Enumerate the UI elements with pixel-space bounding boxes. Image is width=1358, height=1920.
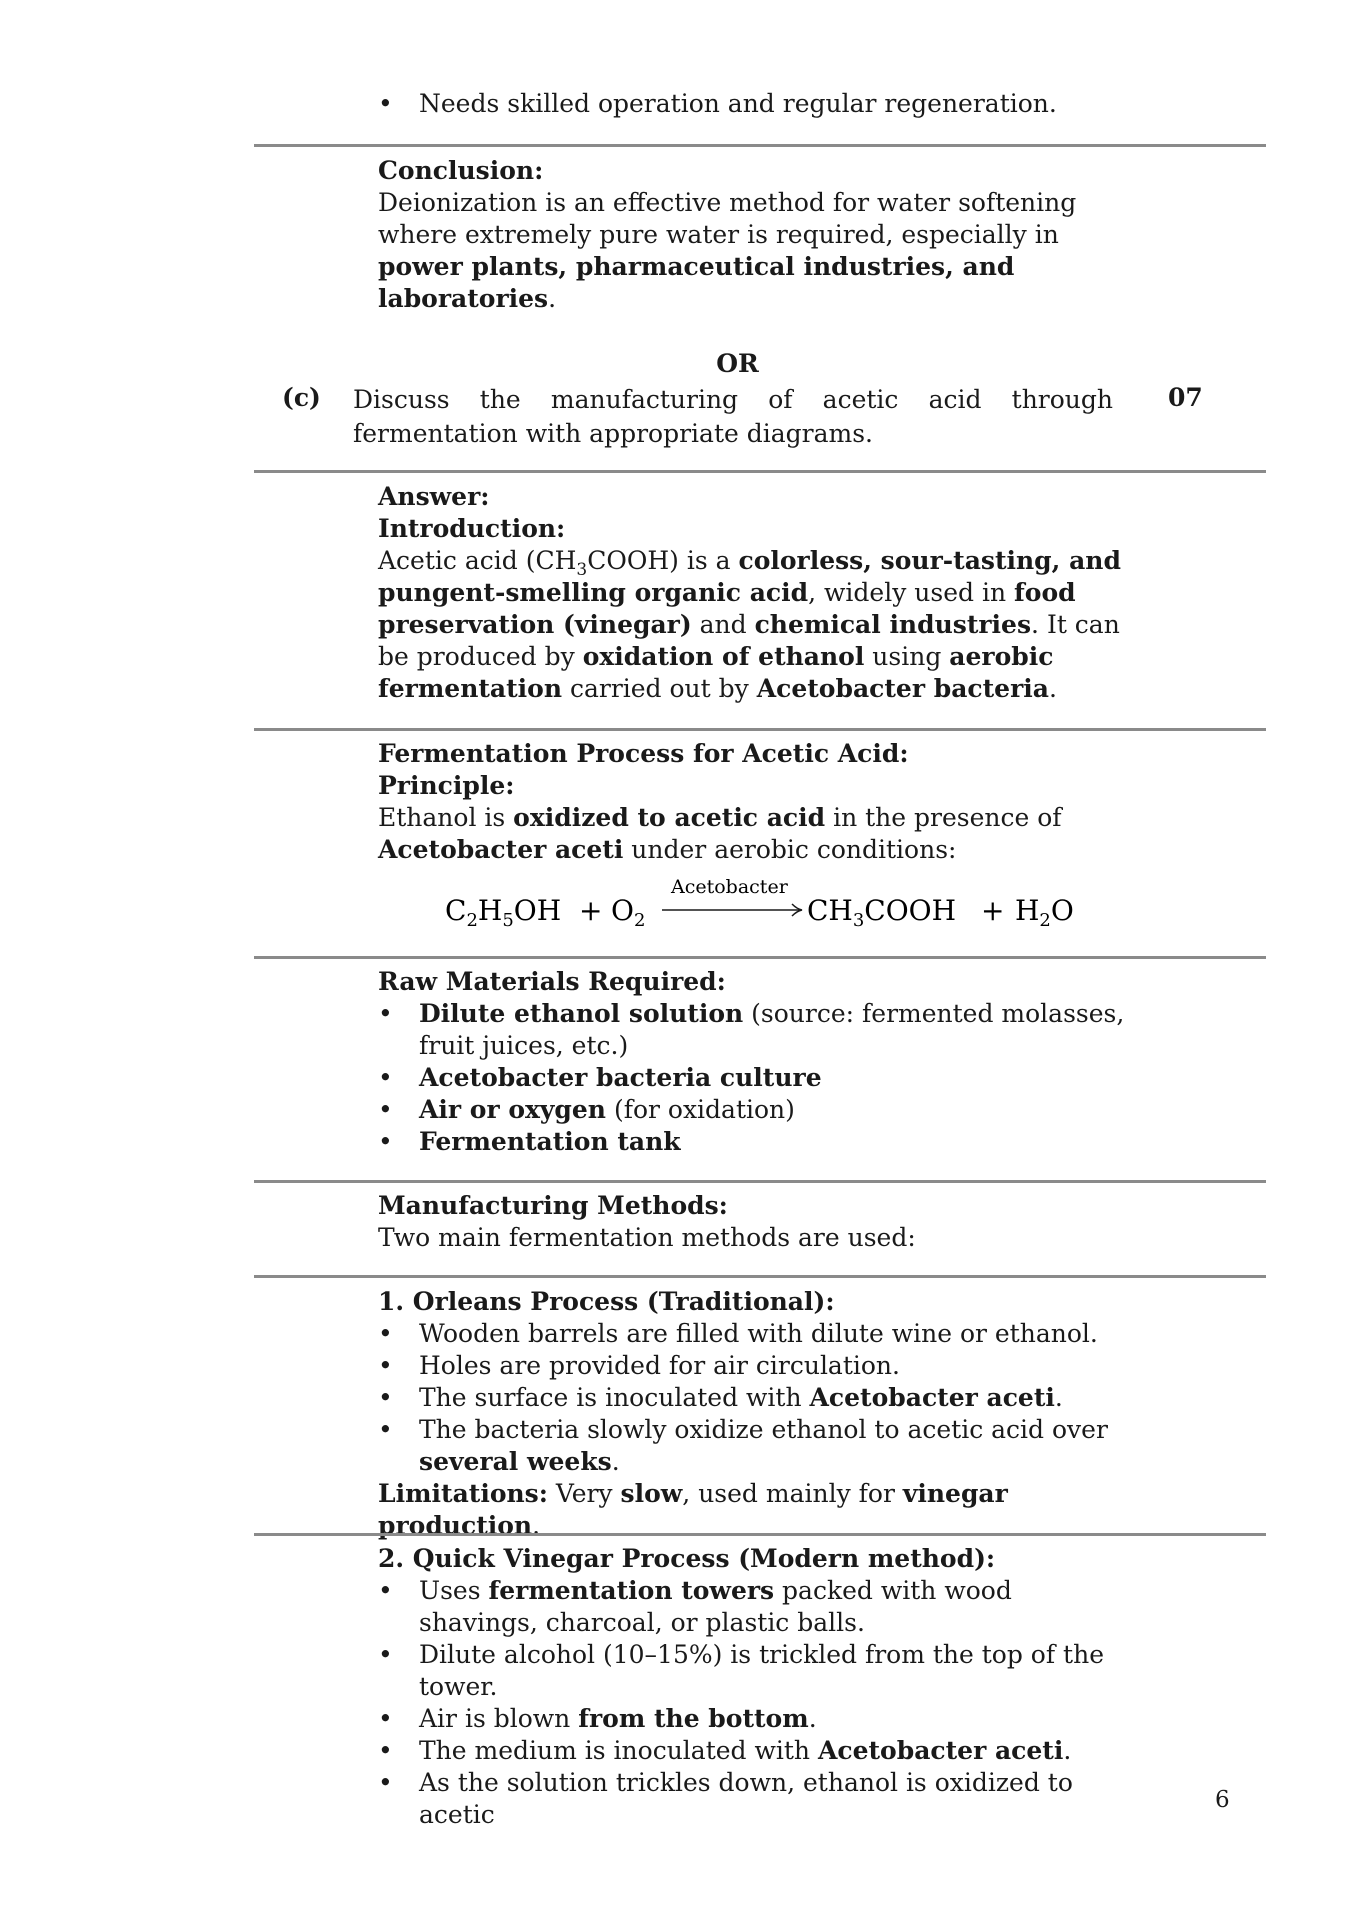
fermentation-heading: Fermentation Process for Acetic Acid: (378, 739, 909, 768)
question-marks: 07 (1168, 383, 1203, 412)
orleans-section (378, 1286, 1138, 1542)
list-item: • Uses fermentation towers packed with wood shavings, charcoal, or plastic balls. (378, 1575, 1138, 1639)
or-label: OR (716, 349, 759, 378)
product-acetic-acid: $CH_3COOH$ (807, 894, 957, 931)
raw-materials-list (378, 998, 1138, 1158)
list-item: • Wooden barrels are filled with dilute wine or ethanol. (378, 1318, 1138, 1350)
list-item: • Acetobacter bacteria culture (378, 1062, 1138, 1094)
reactant-oxygen: $O_2$ (611, 894, 646, 931)
list-item: • Air is blown from the bottom. (378, 1703, 1138, 1735)
list-item: • Dilute alcohol (10–15%) is trickled from the top of the tower. (378, 1639, 1138, 1703)
list-item: • Holes are provided for air circulation. (378, 1350, 1138, 1382)
divider (254, 470, 1266, 473)
reaction-equation (445, 870, 1085, 940)
answer-heading: Answer: (378, 482, 490, 511)
quick-vinegar-section (378, 1543, 1138, 1831)
divider (254, 956, 1266, 959)
product-water: $H_2O$ (1015, 894, 1074, 931)
list-item: • The medium is inoculated with Acetobacter aceti. (378, 1735, 1138, 1767)
orleans-limitations: Limitations: Very slow, used mainly for vinegar production. (378, 1479, 1008, 1540)
introduction-text: Acetic acid $(CH_3COOH)$ is a colorless, sour-tasting, and pungent-smelling organic acid, widely used in food preservation (vinegar) and chemical industries. It can be produced by oxidation of ethanol using aerobic fermentation carried out by Acetobacter bacteria. (378, 546, 1121, 703)
page-number: 6 (1215, 1787, 1230, 1813)
list-item: • As the solution trickles down, ethanol is oxidized to acetic (378, 1767, 1138, 1831)
list-item: • The bacteria slowly oxidize ethanol to acetic acid over several weeks. (378, 1414, 1138, 1478)
list-item: • Fermentation tank (378, 1126, 1138, 1158)
plus-sign: + (579, 894, 603, 927)
divider (254, 1180, 1266, 1183)
introduction-heading: Introduction: (378, 514, 566, 543)
list-item: • Air or oxygen (for oxidation) (378, 1094, 1138, 1126)
fermentation-section (378, 738, 1138, 866)
list-item: • Needs skilled operation and regular regeneration. (378, 88, 1138, 120)
divider (254, 144, 1266, 147)
conclusion-text: Deionization is an effective method for water softening where extremely pure water is required, especially in power plants, pharmaceutical industries, and laboratories. (378, 188, 1077, 313)
question-label: (c) (282, 383, 321, 412)
list-item: • The surface is inoculated with Acetobacter aceti. (378, 1382, 1138, 1414)
divider (254, 1275, 1266, 1278)
plus-sign: + (981, 894, 1005, 927)
raw-materials-section (378, 966, 1138, 1158)
reactant-ethanol: $C_2H_5OH$ (445, 894, 562, 931)
catalyst-label: Acetobacter (671, 876, 788, 898)
divider (254, 1533, 1266, 1536)
methods-heading: Manufacturing Methods: (378, 1191, 728, 1220)
question-text: Discuss the manufacturing of acetic acid through fermentation with appropriate diagrams. (353, 385, 1113, 448)
raw-materials-heading: Raw Materials Required: (378, 967, 726, 996)
answer-section (378, 481, 1138, 705)
divider (254, 728, 1266, 731)
orleans-list (378, 1318, 1138, 1478)
previous-section-bullets (378, 88, 1138, 120)
principle-text: Ethanol is oxidized to acetic acid in the presence of Acetobacter aceti under aerobic conditions: (378, 803, 1062, 864)
quick-vinegar-list (378, 1575, 1138, 1831)
orleans-heading: 1. Orleans Process (Traditional): (378, 1287, 835, 1316)
list-item: • Dilute ethanol solution (source: fermented molasses, fruit juices, etc.) (378, 998, 1138, 1062)
conclusion-section (378, 155, 1138, 315)
principle-heading: Principle: (378, 771, 515, 800)
conclusion-heading: Conclusion: (378, 156, 544, 185)
methods-section (378, 1190, 1138, 1254)
methods-text: Two main fermentation methods are used: (378, 1223, 916, 1252)
quick-vinegar-heading: 2. Quick Vinegar Process (Modern method): (378, 1544, 996, 1573)
